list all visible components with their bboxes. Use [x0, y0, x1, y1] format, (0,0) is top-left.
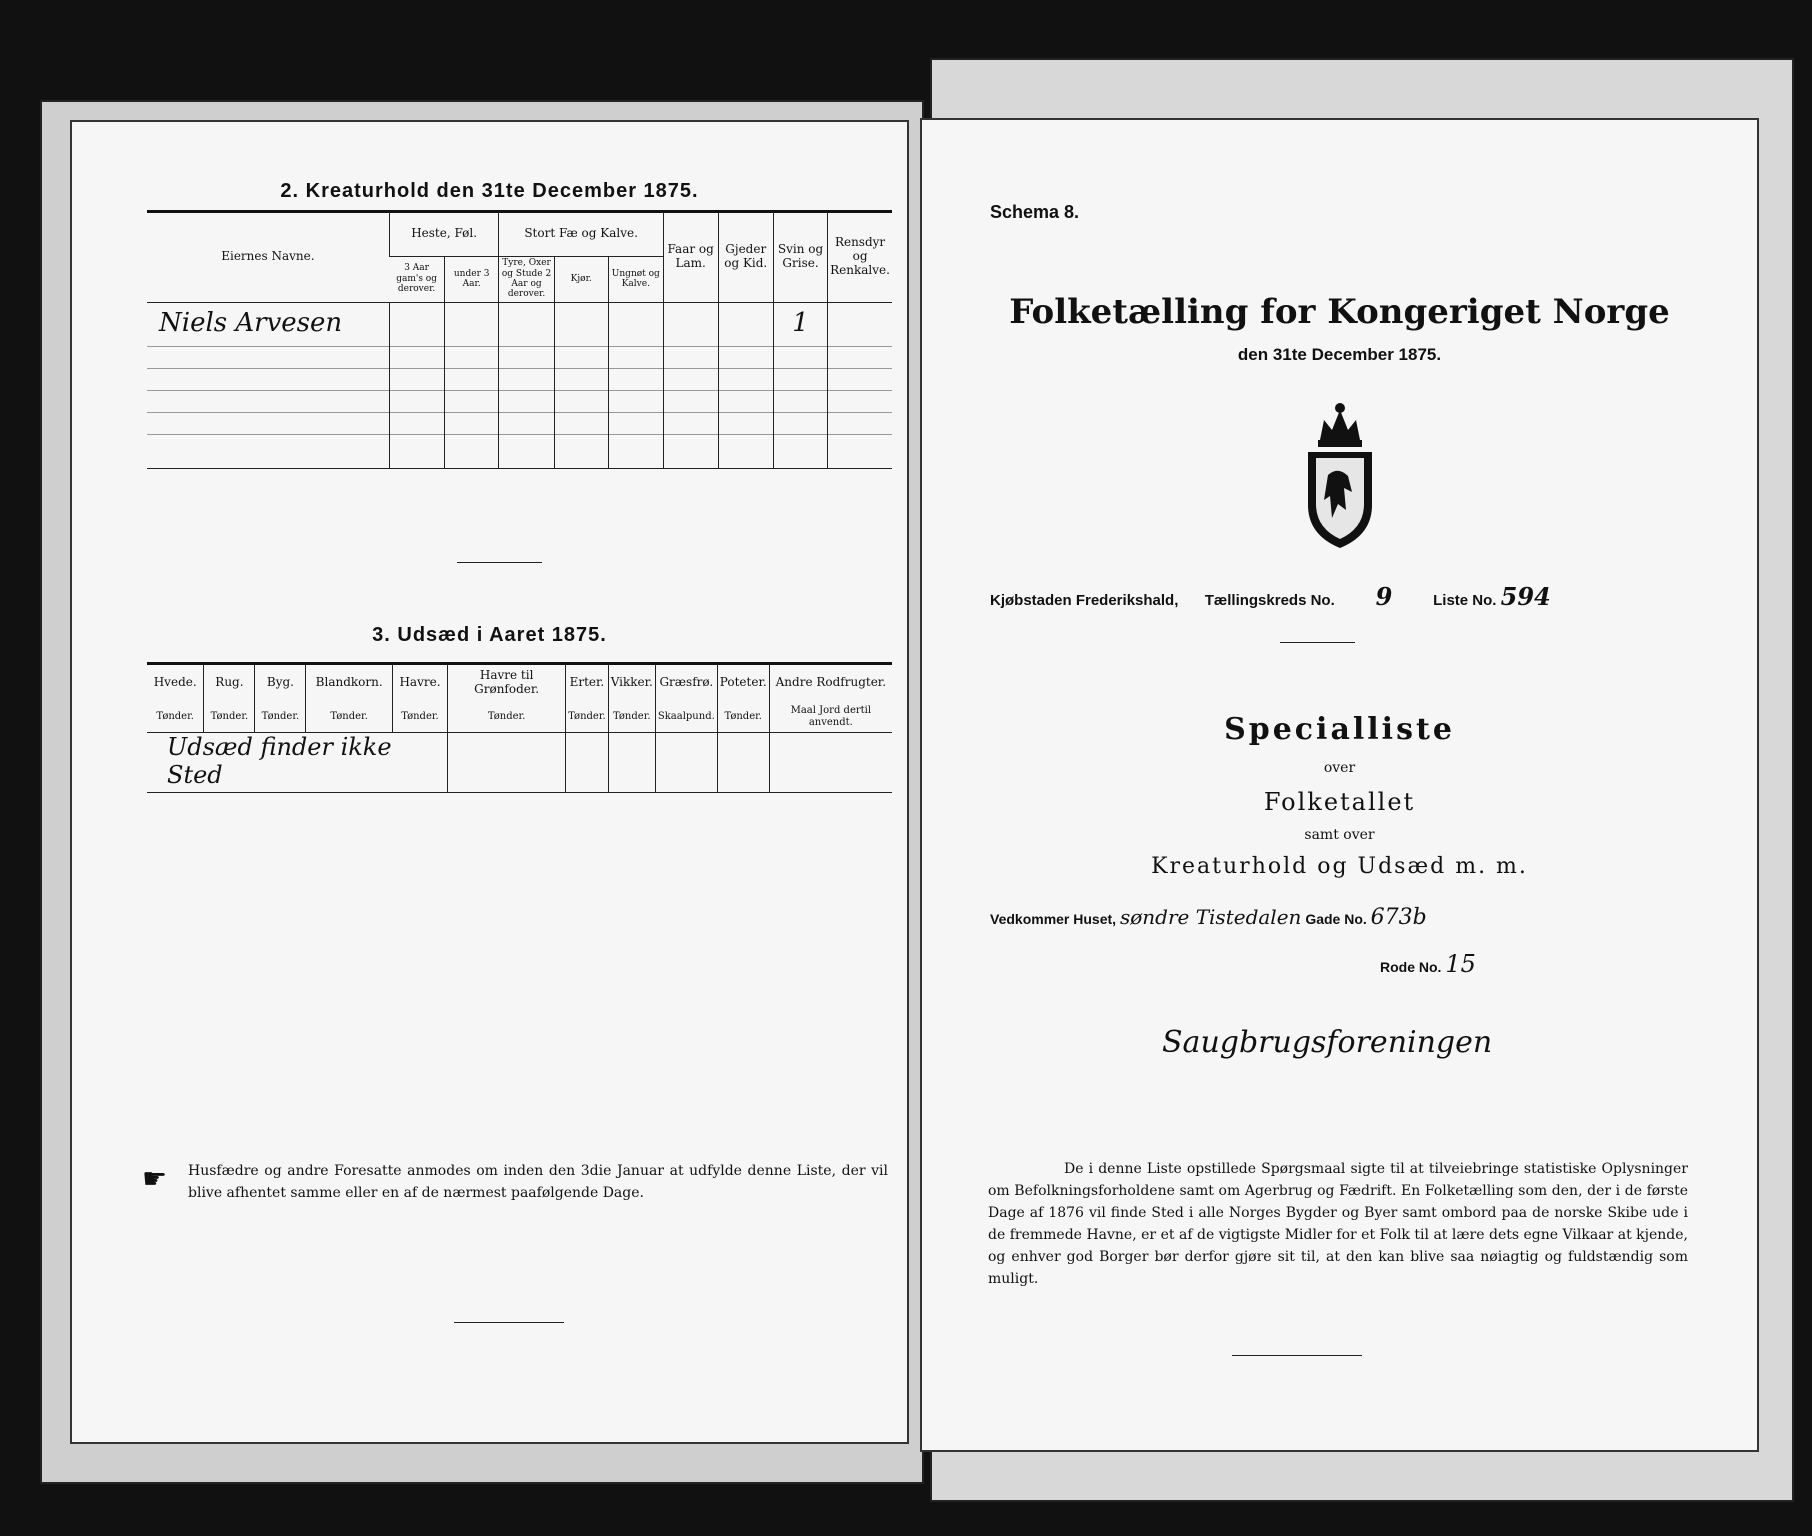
rode-label: Rode No. — [1380, 959, 1442, 975]
table-row — [147, 732, 892, 792]
unit-header: Tønder. — [255, 702, 306, 732]
samt-over: samt over — [1304, 827, 1375, 843]
tyre-header: Tyre, Oxer og Stude 2 Aar og derover. — [499, 256, 554, 302]
left-page — [70, 120, 909, 1444]
liste-label: Liste No. — [1433, 592, 1497, 609]
heste-under3-header: under 3 Aar. — [444, 256, 499, 302]
owner-name: Niels Arvesen — [159, 308, 343, 339]
liste-value: 594 — [1500, 582, 1551, 611]
title-separator — [1280, 642, 1355, 643]
crop-header: Rug. — [204, 664, 255, 702]
gade-label: Gade No. — [1305, 911, 1367, 927]
unit-header: Tønder. — [306, 702, 392, 732]
bottom-separator — [454, 1322, 564, 1323]
crop-header: Erter. — [566, 664, 609, 702]
location-line — [990, 582, 1710, 611]
ungnot-header: Ungnøt og Kalve. — [608, 256, 663, 302]
right-page — [920, 118, 1759, 1452]
section-2-title: 2. Kreaturhold den 31te December 1875. — [280, 180, 699, 202]
specialliste-heading: Specialliste — [1224, 712, 1455, 747]
heste-3aar-header: 3 Aar gam's og derover. — [396, 263, 437, 295]
table-row — [147, 302, 892, 346]
gade-value: 673b — [1370, 905, 1427, 930]
census-date: den 31te December 1875. — [1237, 345, 1442, 364]
rode-line — [1380, 950, 1476, 978]
crop-header: Havre. — [392, 664, 447, 702]
unit-header: Tønder. — [566, 702, 609, 732]
crop-header: Vikker. — [608, 664, 655, 702]
kreds-value: 9 — [1375, 582, 1393, 611]
rensdyr-header: Rensdyr og Renkalve. — [828, 212, 892, 302]
vedkommer-label: Vedkommer Huset, — [990, 911, 1117, 927]
svin-value: 1 — [773, 302, 827, 346]
signature: Saugbrugsforeningen — [1162, 1025, 1493, 1060]
separator — [457, 562, 542, 563]
unit-header: Tønder. — [448, 702, 566, 732]
kreaturhold-table — [147, 212, 892, 469]
kreatur-line: Kreaturhold og Udsæd m. m. — [1151, 854, 1528, 879]
unit-header: Skaalpund. — [655, 702, 717, 732]
faar-header: Faar og Lam. — [663, 212, 718, 302]
unit-header: Maal Jord dertil anvendt. — [769, 702, 892, 732]
bottom-separator-right — [1232, 1355, 1362, 1356]
crop-header: Poteter. — [717, 664, 769, 702]
kreds-label: Tællingskreds No. — [1204, 592, 1335, 609]
unit-header: Tønder. — [717, 702, 769, 732]
stort-fae-header: Stort Fæ og Kalve. — [499, 212, 663, 256]
crop-header: Hvede. — [153, 675, 197, 690]
street-value: søndre Tistedalen — [1119, 905, 1302, 929]
gjeder-header: Gjeder og Kid. — [718, 212, 773, 302]
over-1: over — [1323, 760, 1356, 776]
crop-header: Andre Rodfrugter. — [769, 664, 892, 702]
schema-label: Schema 8. — [990, 202, 1080, 222]
udsaed-table — [147, 664, 892, 793]
unit-header: Tønder. — [204, 702, 255, 732]
owner-header: Eiernes Navne. — [221, 248, 315, 263]
pointing-hand-icon: ☛ — [142, 1162, 168, 1195]
udsaed-note: Udsæd finder ikke Sted — [167, 733, 392, 789]
census-title: Folketælling for Kongeriget Norge — [1009, 292, 1670, 332]
svin-header: Svin og Grise. — [773, 212, 827, 302]
coat-of-arms-icon — [1294, 400, 1386, 550]
crop-header: Blandkorn. — [306, 664, 392, 702]
kjor-header: Kjør. — [554, 256, 608, 302]
unit-header: Tønder. — [608, 702, 655, 732]
crop-header: Byg. — [255, 664, 306, 702]
heste-header: Heste, Føl. — [389, 212, 499, 256]
explanatory-paragraph: De i denne Liste opstillede Spørgsmaal sigte til at tilveiebringe statistiske Oplysninger om Befolkningsforholdene samt om Agerbrug og Fædrift. En Folketælling som den, der i de første Dage af 1876 vil finde Sted i alle Norges Bygder og Byer samt ombord paa de norske Skibe ude i de fremmede Havne, er et af de vigtigste Midler for et Folk til at lære dets egne Vilkaar at kjende, og enhver god Borger bør derfor gjøre sit til, at den kan blive saa nøiagtig og fuldstændig som muligt. — [988, 1161, 1688, 1287]
crop-header: Græsfrø. — [655, 664, 717, 702]
unit-header: Tønder. — [156, 711, 194, 722]
folketallet: Folketallet — [1263, 788, 1416, 816]
place-label: Kjøbstaden Frederikshald, — [990, 592, 1179, 609]
unit-header: Tønder. — [392, 702, 447, 732]
address-line — [990, 905, 1730, 930]
crop-header: Havre til Grønfoder. — [448, 664, 566, 702]
footnote: Husfædre og andre Foresatte anmodes om inden den 3die Januar at udfylde denne Liste, der vil blive afhentet samme eller en af de nærmest paafølgende Dage. — [188, 1163, 888, 1201]
rode-value: 15 — [1445, 950, 1476, 978]
section-3-title: 3. Udsæd i Aaret 1875. — [372, 624, 607, 646]
